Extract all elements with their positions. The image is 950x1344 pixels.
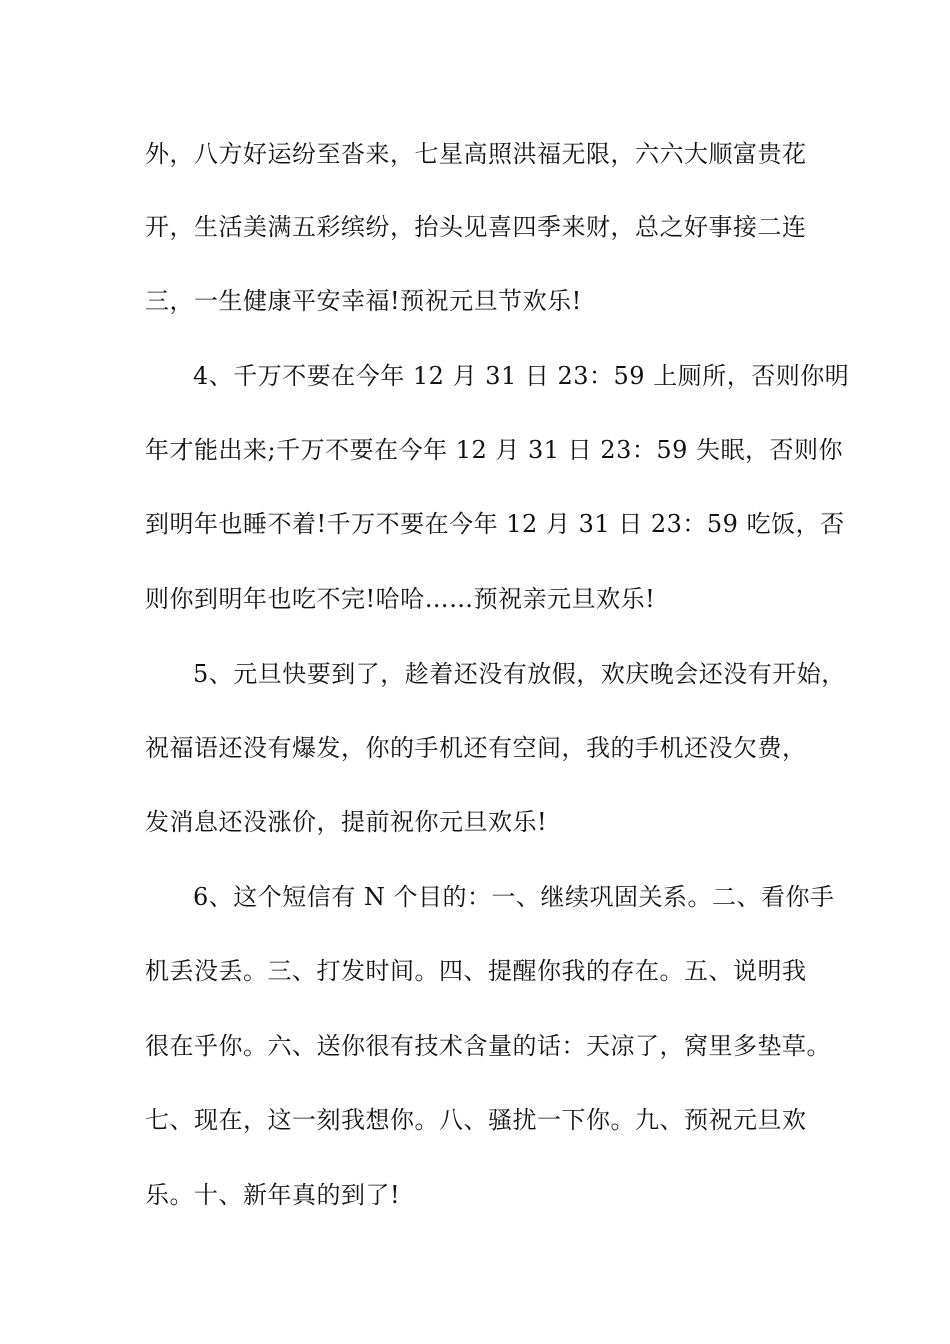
text-line: 很在乎你。六、送你很有技术含量的话：天凉了，窝里多垫草。 <box>145 1032 831 1060</box>
text-line: 外，八方好运纷至沓来，七星高照洪福无限，六六大顺富贵花 <box>145 140 807 168</box>
paragraph-start-line: 4、千万不要在今年 12 月 31 日 23：59 上厕所，否则你明 <box>193 362 850 390</box>
text-line: 到明年也睡不着!千万不要在今年 12 月 31 日 23：59 吃饭，否 <box>145 510 845 538</box>
text-line: 祝福语还没有爆发，你的手机还有空间，我的手机还没欠费， <box>145 734 807 762</box>
text-line: 乐。十、新年真的到了! <box>145 1181 401 1209</box>
text-line: 机丢没丢。三、打发时间。四、提醒你我的存在。五、说明我 <box>145 957 807 985</box>
text-line: 开，生活美满五彩缤纷，抬头见喜四季来财，总之好事接二连 <box>145 213 807 241</box>
text-line: 七、现在，这一刻我想你。八、骚扰一下你。九、预祝元旦欢 <box>145 1106 807 1134</box>
text-line: 三，一生健康平安幸福!预祝元旦节欢乐! <box>145 287 582 315</box>
text-line: 年才能出来;千万不要在今年 12 月 31 日 23：59 失眠，否则你 <box>145 436 844 464</box>
paragraph-start-line: 5、元旦快要到了，趁着还没有放假，欢庆晚会还没有开始， <box>193 660 846 688</box>
text-line: 发消息还没涨价，提前祝你元旦欢乐! <box>145 808 548 836</box>
text-line: 则你到明年也吃不完!哈哈……预祝亲元旦欢乐! <box>145 585 656 613</box>
paragraph-start-line: 6、这个短信有 N 个目的：一、继续巩固关系。二、看你手 <box>193 883 835 911</box>
